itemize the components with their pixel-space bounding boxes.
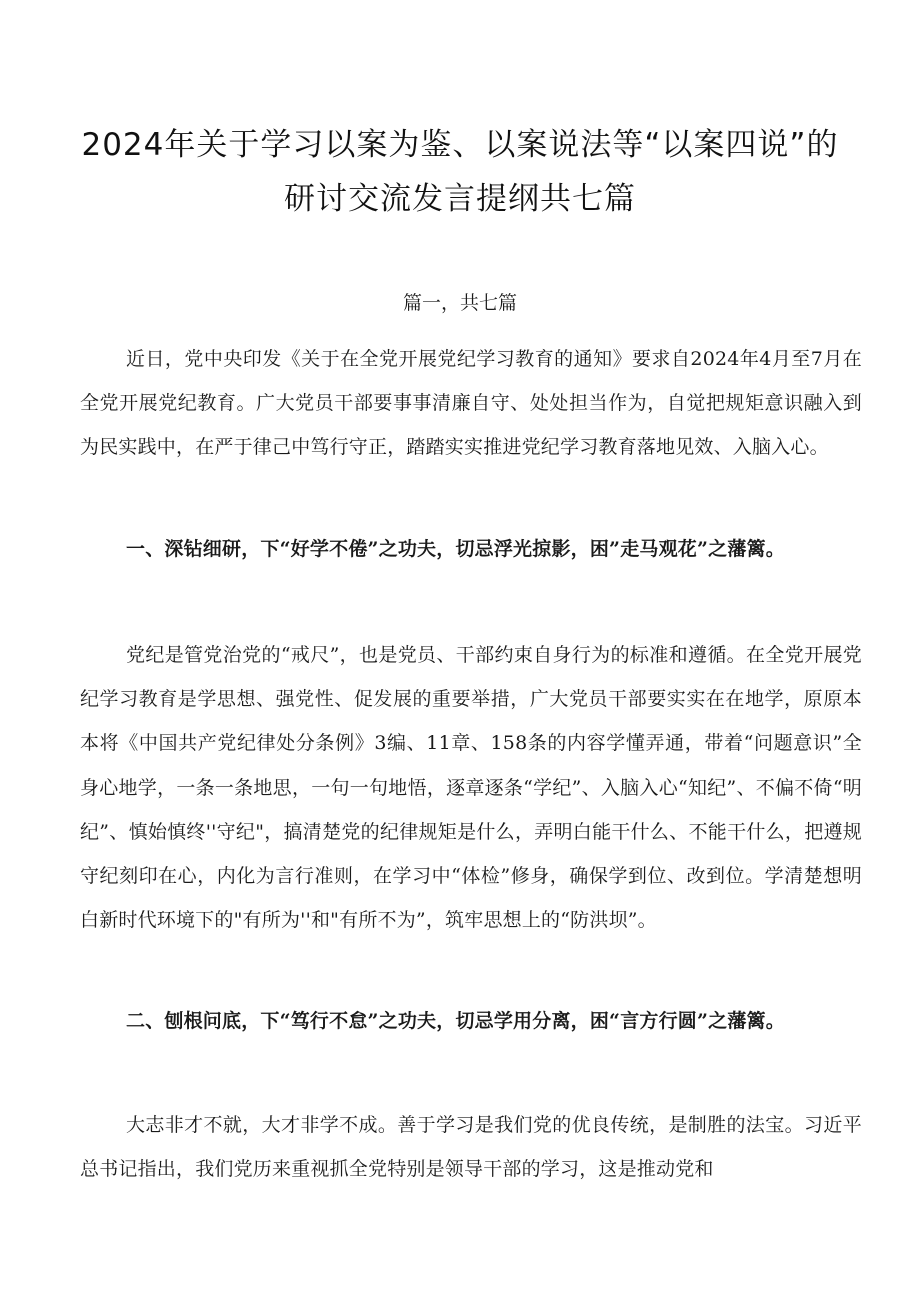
paragraph-two: 大志非才不就，大才非学不成。善于学习是我们党的优良传统，是制胜的法宝。习近平总书记指出，我们党历来重视抓全党特别是领导干部的学习，这是推动党和 — [80, 1114, 862, 1181]
paragraph-one: 党纪是管党治党的“戒尺”，也是党员、干部约束自身行为的标准和遵循。在全党开展党纪学习教育是学思想、强党性、促发展的重要举措，广大党员干部要实实在在地学，原原本本将《中国共产党纪律处分条例》3编、11章、158条的内容学懂弄通，带着“问题意识”全身心地学，一条一条地思，一句一句地悟，逐章逐条“学纪”、入脑入心“知纪”、不偏不倚“明纪”、慎始慎终''守纪"，搞清楚党的纪律规矩是什么，弄明白能干什么、不能干什么，把遵规守纪刻印在心，内化为言行准则，在学习中“体检”修身，确保学到位、改到位。学清楚想明白新时代环境下的"有所为''和"有所不为”，筑牢思想上的“防洪坝”。 — [80, 644, 862, 932]
heading-two: 二、刨根问底，下“笃行不怠”之功夫，切忌学用分离，困“言方行圆”之藩篱。 — [126, 1010, 785, 1032]
document-title: 2024年关于学习以案为鉴、以案说法等“以案四说”的研讨交流发言提纲共七篇 — [81, 127, 839, 217]
intro-paragraph: 近日，党中央印发《关于在全党开展党纪学习教育的通知》要求自2024年4月至7月在全党开展党纪教育。广大党员干部要事事清廉自守、处处担当作为，自觉把规矩意识融入到为民实践中，在严于律己中笃行守正，踏踏实实推进党纪学习教育落地见效、入脑入心。 — [80, 348, 862, 459]
section-label: 篇一，共七篇 — [402, 292, 517, 314]
heading-one: 一、深钻细研，下“好学不倦”之功夫，切忌浮光掠影，困”走马观花”之藩篱。 — [126, 538, 785, 560]
